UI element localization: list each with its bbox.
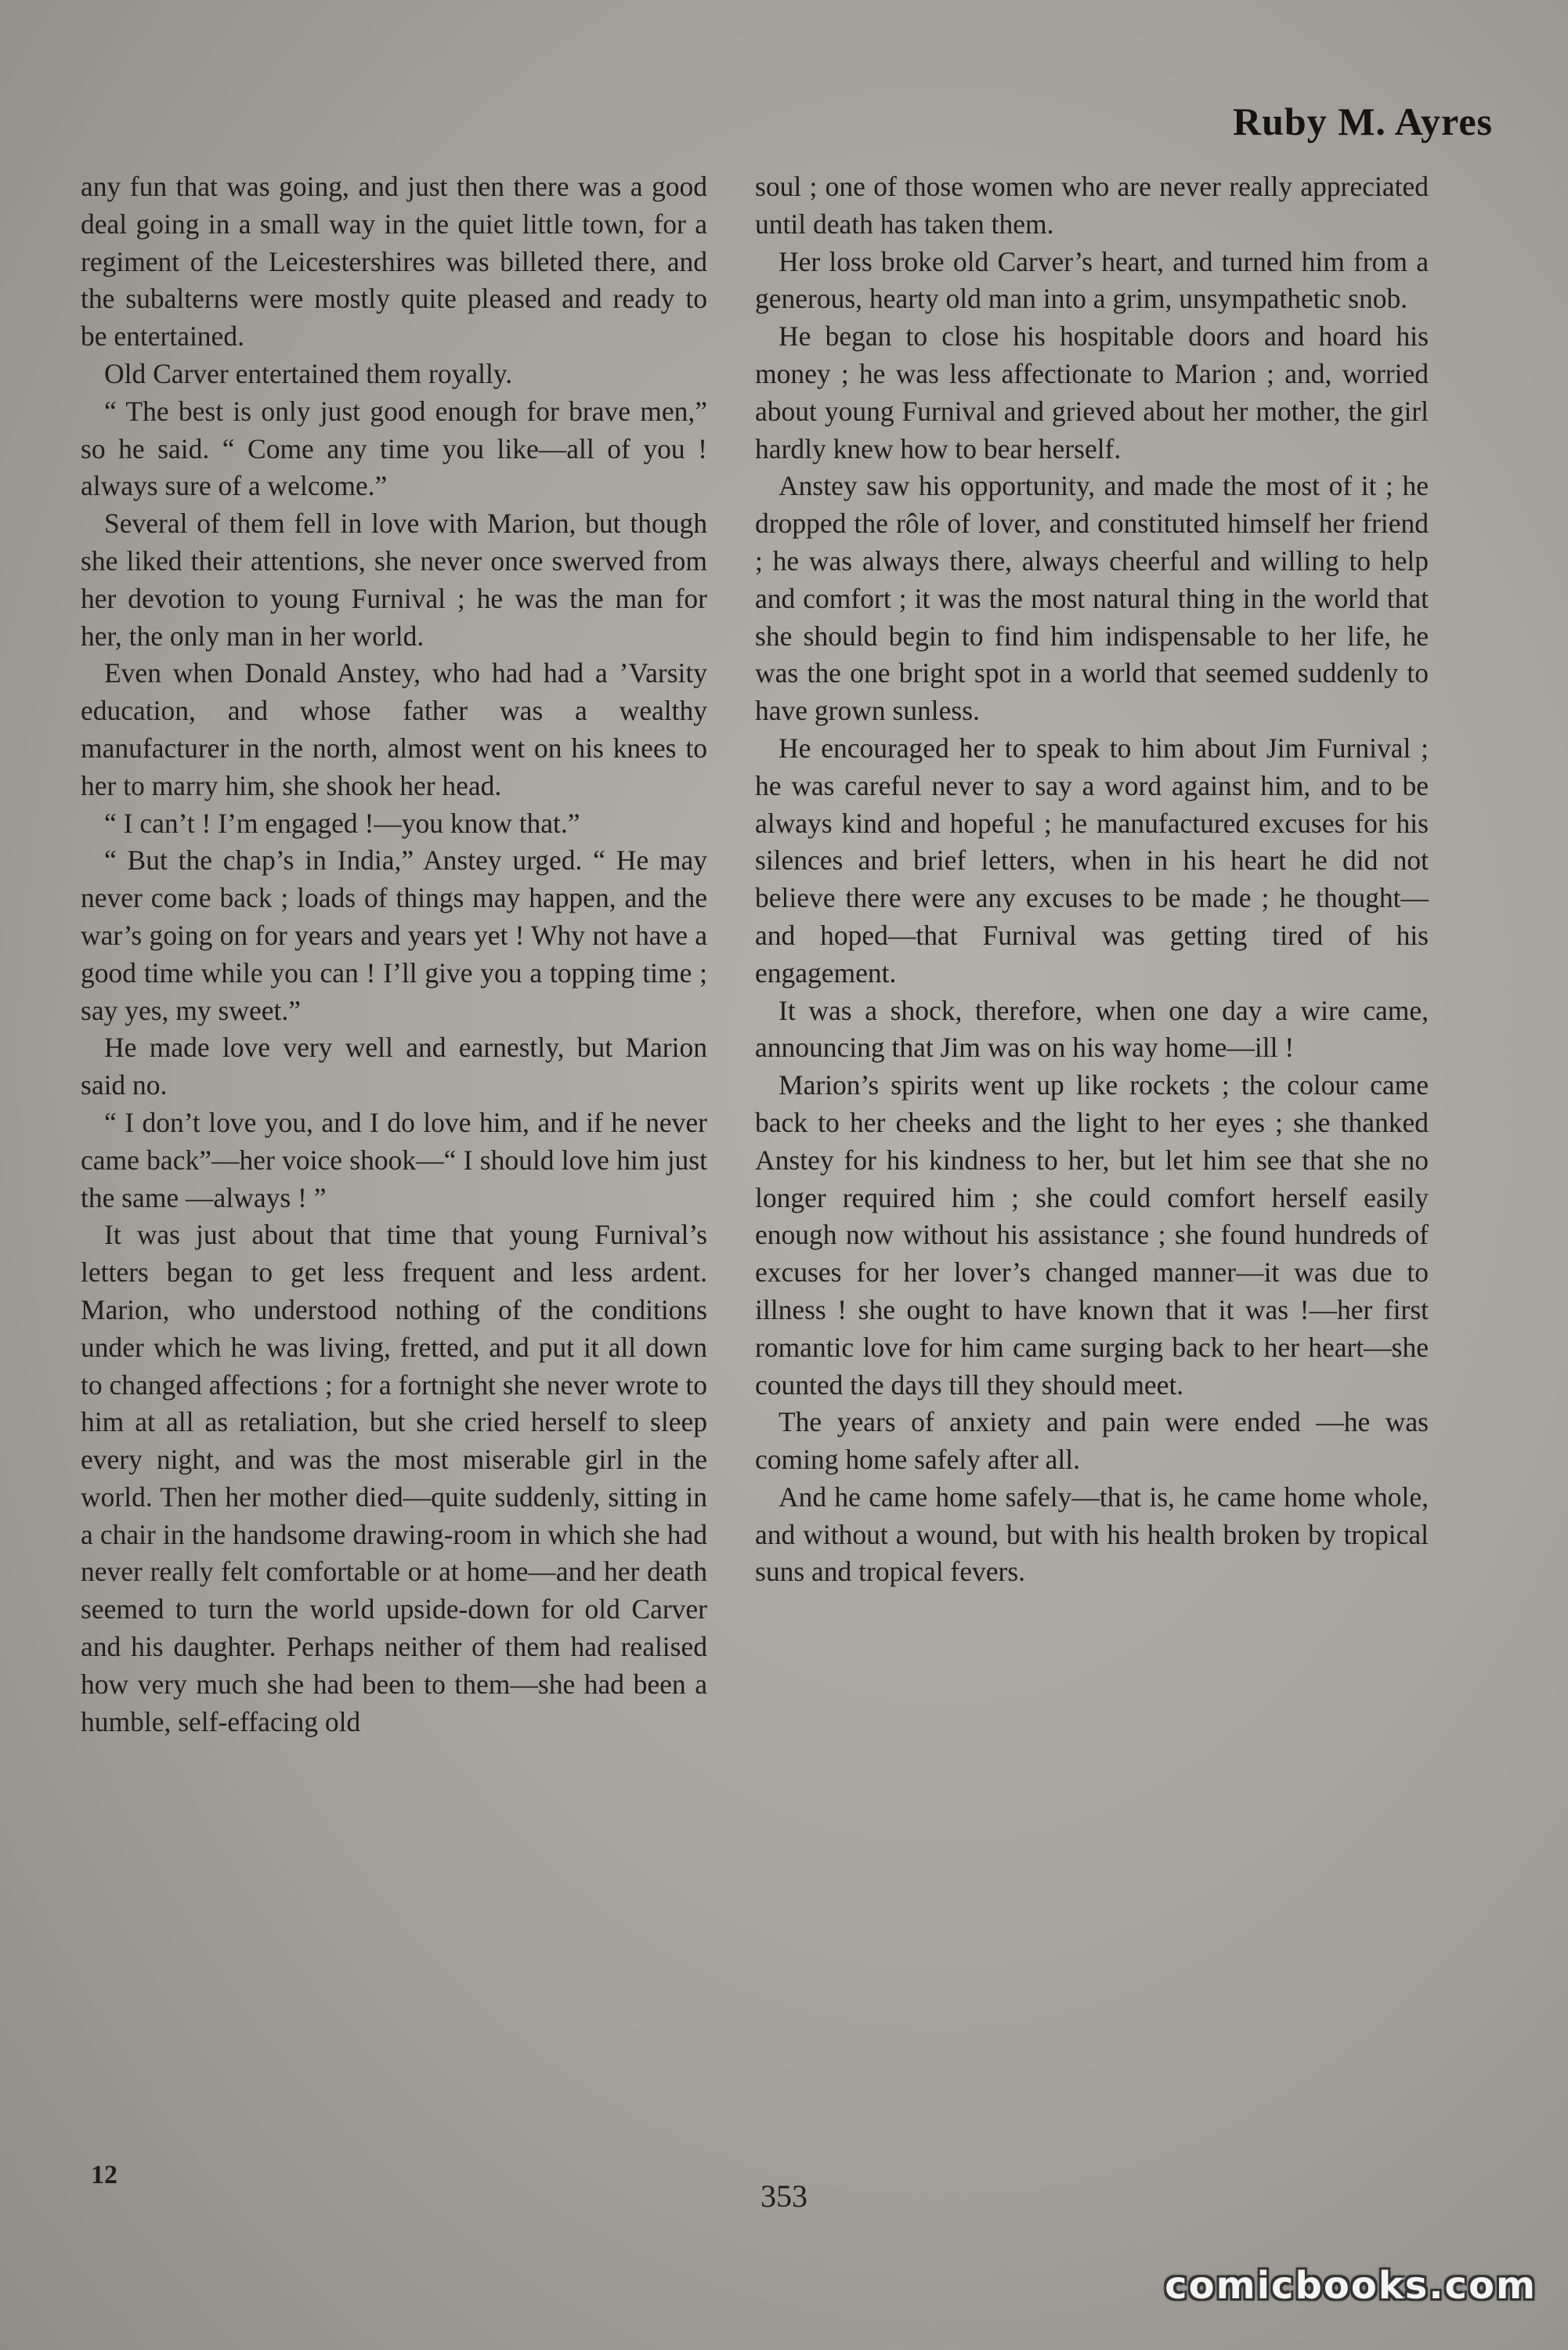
paragraph: “ I don’t love you, and I do love him, and if he never came back”—her voice shook—“ I should love him just the same —always ! ” xyxy=(81,1106,707,1213)
paragraph: Her loss broke old Carver’s heart, and turned him from a generous, hearty old man into a grim, unsympathetic snob. xyxy=(755,245,1429,315)
paragraph: “ The best is only just good enough for brave men,” so he said. “ Come any time you like—all of you ! always sure of a welcome.” xyxy=(81,395,707,502)
paragraph: It was a shock, therefore, when one day a wire came, announcing that Jim was on his way home—ill ! xyxy=(755,994,1429,1064)
paragraph: The years of anxiety and pain were ended —he was coming home safely after all. xyxy=(755,1406,1429,1476)
paragraph: Several of them fell in love with Marion, but though she liked their attentions, she never once swerved from her devotion to young Furnival ; he was the man for her, the only man in her world. xyxy=(81,508,707,652)
watermark: comicbooks.com xyxy=(1165,2264,1537,2308)
paragraph: And he came home safely—that is, he came home whole, and without a wound, but with his health broken by tropical suns and tropical fevers. xyxy=(755,1480,1429,1588)
paragraph: Marion’s spirits went up like rockets ; the colour came back to her cheeks and the light to her eyes ; she thanked Anstey for his kindness to her, but let him see that she no longer required him ; she could comfort herself easily enough now without his assistance ; she found hundreds of excuses for her lover’s changed manner—it was due to illness ! she ought to have known that it was !—her first romantic love for him came surging back to her heart—she counted the days till they should meet. xyxy=(755,1069,1429,1401)
paragraph: He began to close his hospitable doors and hoard his money ; he was less affectionate to Marion ; and, worried about young Furnival and grieved about her mother, the girl hardly knew how to bear herself. xyxy=(755,320,1429,465)
paragraph: Anstey saw his opportunity, and made the most of it ; he dropped the rôle of lover, and constituted himself her friend ; he was always there, always cheerful and willing to help and comfort ; it was the most natural thing in the world that she should begin to find him indispensable to her life, he was the one bright spot in a world that seemed suddenly to have grown sunless. xyxy=(755,470,1429,727)
paragraph: any fun that was going, and just then there was a good deal going in a small way in the quiet little town, for a regiment of the Leicestershires was billeted there, and the subalterns were mostly quite pleased and ready to be entertained. xyxy=(81,171,707,352)
signature-mark: 12 xyxy=(91,2160,117,2189)
page-number: 353 xyxy=(761,2178,807,2214)
paragraph: Even when Donald Anstey, who had had a ’Varsity education, and whose father was a wealthy manufacturer in the north, almost went on his knees to her to marry him, she shook her head. xyxy=(81,657,707,801)
paragraph: It was just about that time that young Furnival’s letters began to get less frequent and less ardent. Marion, who understood nothing of the conditions under which he was living, fretted, and put it all down to changed affections ; for a fortnight she never wrote to him at all as retaliation, but she cried herself to sleep every night, and was the most miserable girl in the world. Then her mother died—quite suddenly, sitting in a chair in the handsome drawing-room in which she had never really felt comfortable or at home—and her death seemed to turn the world upside-down for old Carver and his daughter. Perhaps neither of them had realised how very much she had been to them—she had been a humble, self-effacing old xyxy=(81,1219,707,1737)
paragraph: He encouraged her to speak to him about Jim Furnival ; he was careful never to say a word against him, and to be always kind and hopeful ; he manufactured excuses for his silences and brief letters, when in his heart he did not believe there were any excuses to be made ; he thought—and hoped—that Furnival was getting tired of his engagement. xyxy=(755,732,1429,989)
paragraph: Old Carver entertained them royally. xyxy=(104,357,513,389)
paragraph: soul ; one of those women who are never really appreciated until death has taken them. xyxy=(755,171,1429,240)
left-column xyxy=(81,168,707,1741)
running-header-author: Ruby M. Ayres xyxy=(1233,99,1493,143)
paragraph: He made love very well and earnestly, but Marion said no. xyxy=(81,1032,707,1101)
paragraph: “ I can’t ! I’m engaged !—you know that.” xyxy=(104,807,580,839)
paragraph: “ But the chap’s in India,” Anstey urged. “ He may never come back ; loads of things may happen, and the war’s going on for years and years yet ! Why not have a good time while you can ! I’ll give you a topping time ; say yes, my sweet.” xyxy=(81,844,707,1026)
right-column xyxy=(755,168,1429,1591)
